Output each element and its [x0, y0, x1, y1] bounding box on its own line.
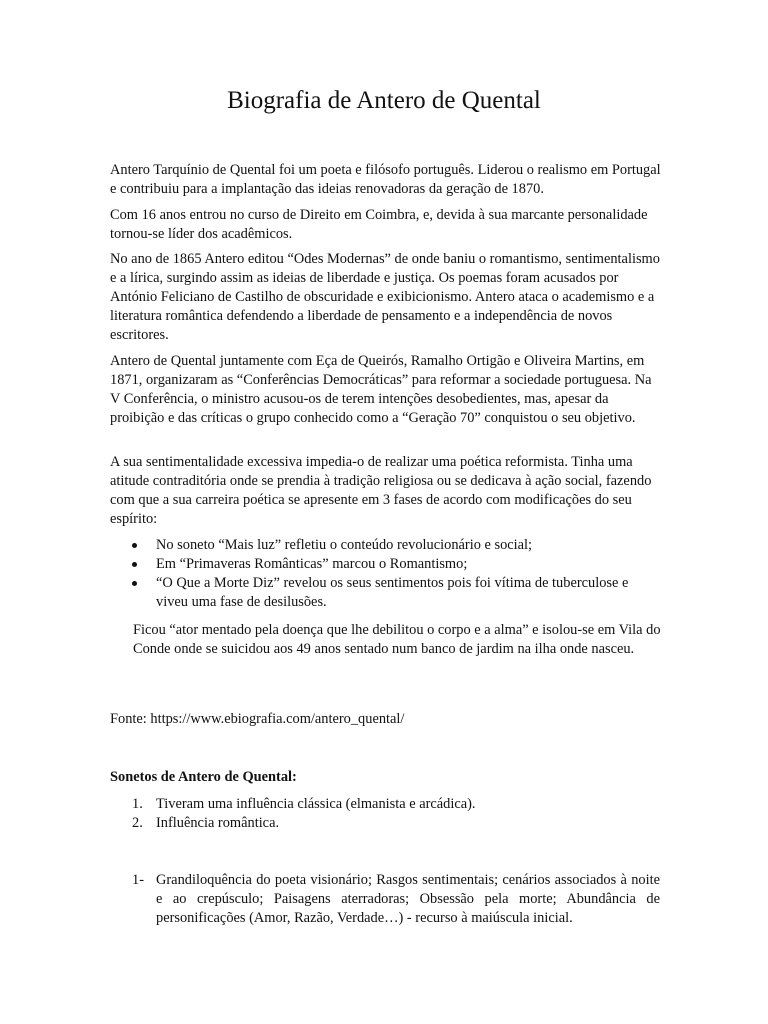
paragraph-education: Com 16 anos entrou no curso de Direito em Coimbra, e, devida à sua marcante personalidade tornou-se líder dos acadêmicos.	[110, 207, 648, 242]
bullet-text: Em “Primaveras Românticas” marcou o Romantismo;	[156, 556, 468, 572]
detail-list	[132, 871, 660, 928]
list-item-text: Grandiloquência do poeta visionário; Rasgos sentimentais; cenários associados à noite e ao crepúsculo; Paisagens aterradoras; Obsessão pela morte; Abundância de personificações (Amor, Razão, Verdade…) - recurso à maiúscula inicial.	[156, 872, 660, 926]
bullet-icon	[132, 543, 137, 548]
bullet-text: No soneto “Mais luz” refletiu o conteúdo revolucionário e social;	[156, 537, 533, 553]
list-item-text: Influência romântica.	[156, 815, 280, 831]
sonnets-numbered-list	[110, 795, 662, 833]
paragraph-intro: Antero Tarquínio de Quental foi um poeta e filósofo português. Liderou o realismo em Portugal e contribuiu para a implantação das ideias renovadoras da geração de 1870.	[110, 162, 661, 197]
paragraph-odes-modernas: No ano de 1865 Antero editou “Odes Modernas” de onde baniu o romantismo, sentimentalismo e a lírica, surgindo assim as ideias de liberdade e justiça. Os poemas foram acusados por António Feliciano de Castilho de obscuridade e exibicionismo. Antero ataca o academismo e a literatura romântica defendendo a liberdade de pensamento e a independência de novos escritores.	[110, 251, 660, 343]
list-item	[110, 574, 662, 612]
list-number: 1.	[132, 796, 143, 812]
paragraph-conferencias: Antero de Quental juntamente com Eça de Queirós, Ramalho Ortigão e Oliveira Martins, em 1871, organizaram as “Conferências Democráticas” para reformar a sociedade portuguesa. Na V Conferência, o ministro acusou-os de terem intenções desobedientes, mas, apesar da proibição e das críticas o grupo conhecido como a “Geração 70” conquistou o seu objetivo.	[110, 353, 652, 426]
source-line: Fonte: https://www.ebiografia.com/antero_quental/	[110, 711, 405, 727]
list-item	[132, 871, 660, 928]
bullet-text: “O Que a Morte Diz” revelou os seus sentimentos pois foi vítima de tuberculose e viveu uma fase de desilusões.	[156, 575, 629, 610]
document-title: Biografia de Antero de Quental	[227, 87, 541, 114]
list-number: 2.	[132, 815, 143, 831]
paragraph-sentimentality: A sua sentimentalidade excessiva impedia-o de realizar uma poética reformista. Tinha uma atitude contraditória onde se prendia à tradição religiosa ou se dedicava à ação social, fazendo com que a sua carreira poética se apresente em 3 fases de acordo com modificações do seu espírito:	[110, 454, 652, 527]
sonnets-heading: Sonetos de Antero de Quental:	[110, 769, 297, 785]
list-item-text: Tiveram uma influência clássica (elmanista e arcádica).	[156, 796, 476, 812]
list-item	[110, 795, 662, 814]
list-item	[110, 814, 662, 833]
paragraph-closing: Ficou “ator mentado pela doença que lhe debilitou o corpo e a alma” e isolou-se em Vila do Conde onde se suicidou aos 49 anos sentado num banco de jardim na ilha onde nasceu.	[133, 622, 661, 657]
bullet-icon	[132, 562, 137, 567]
list-number: 1-	[132, 872, 144, 888]
list-item	[110, 555, 662, 574]
bullet-icon	[132, 581, 137, 586]
list-item	[110, 536, 662, 555]
phases-bullet-list	[110, 536, 662, 612]
